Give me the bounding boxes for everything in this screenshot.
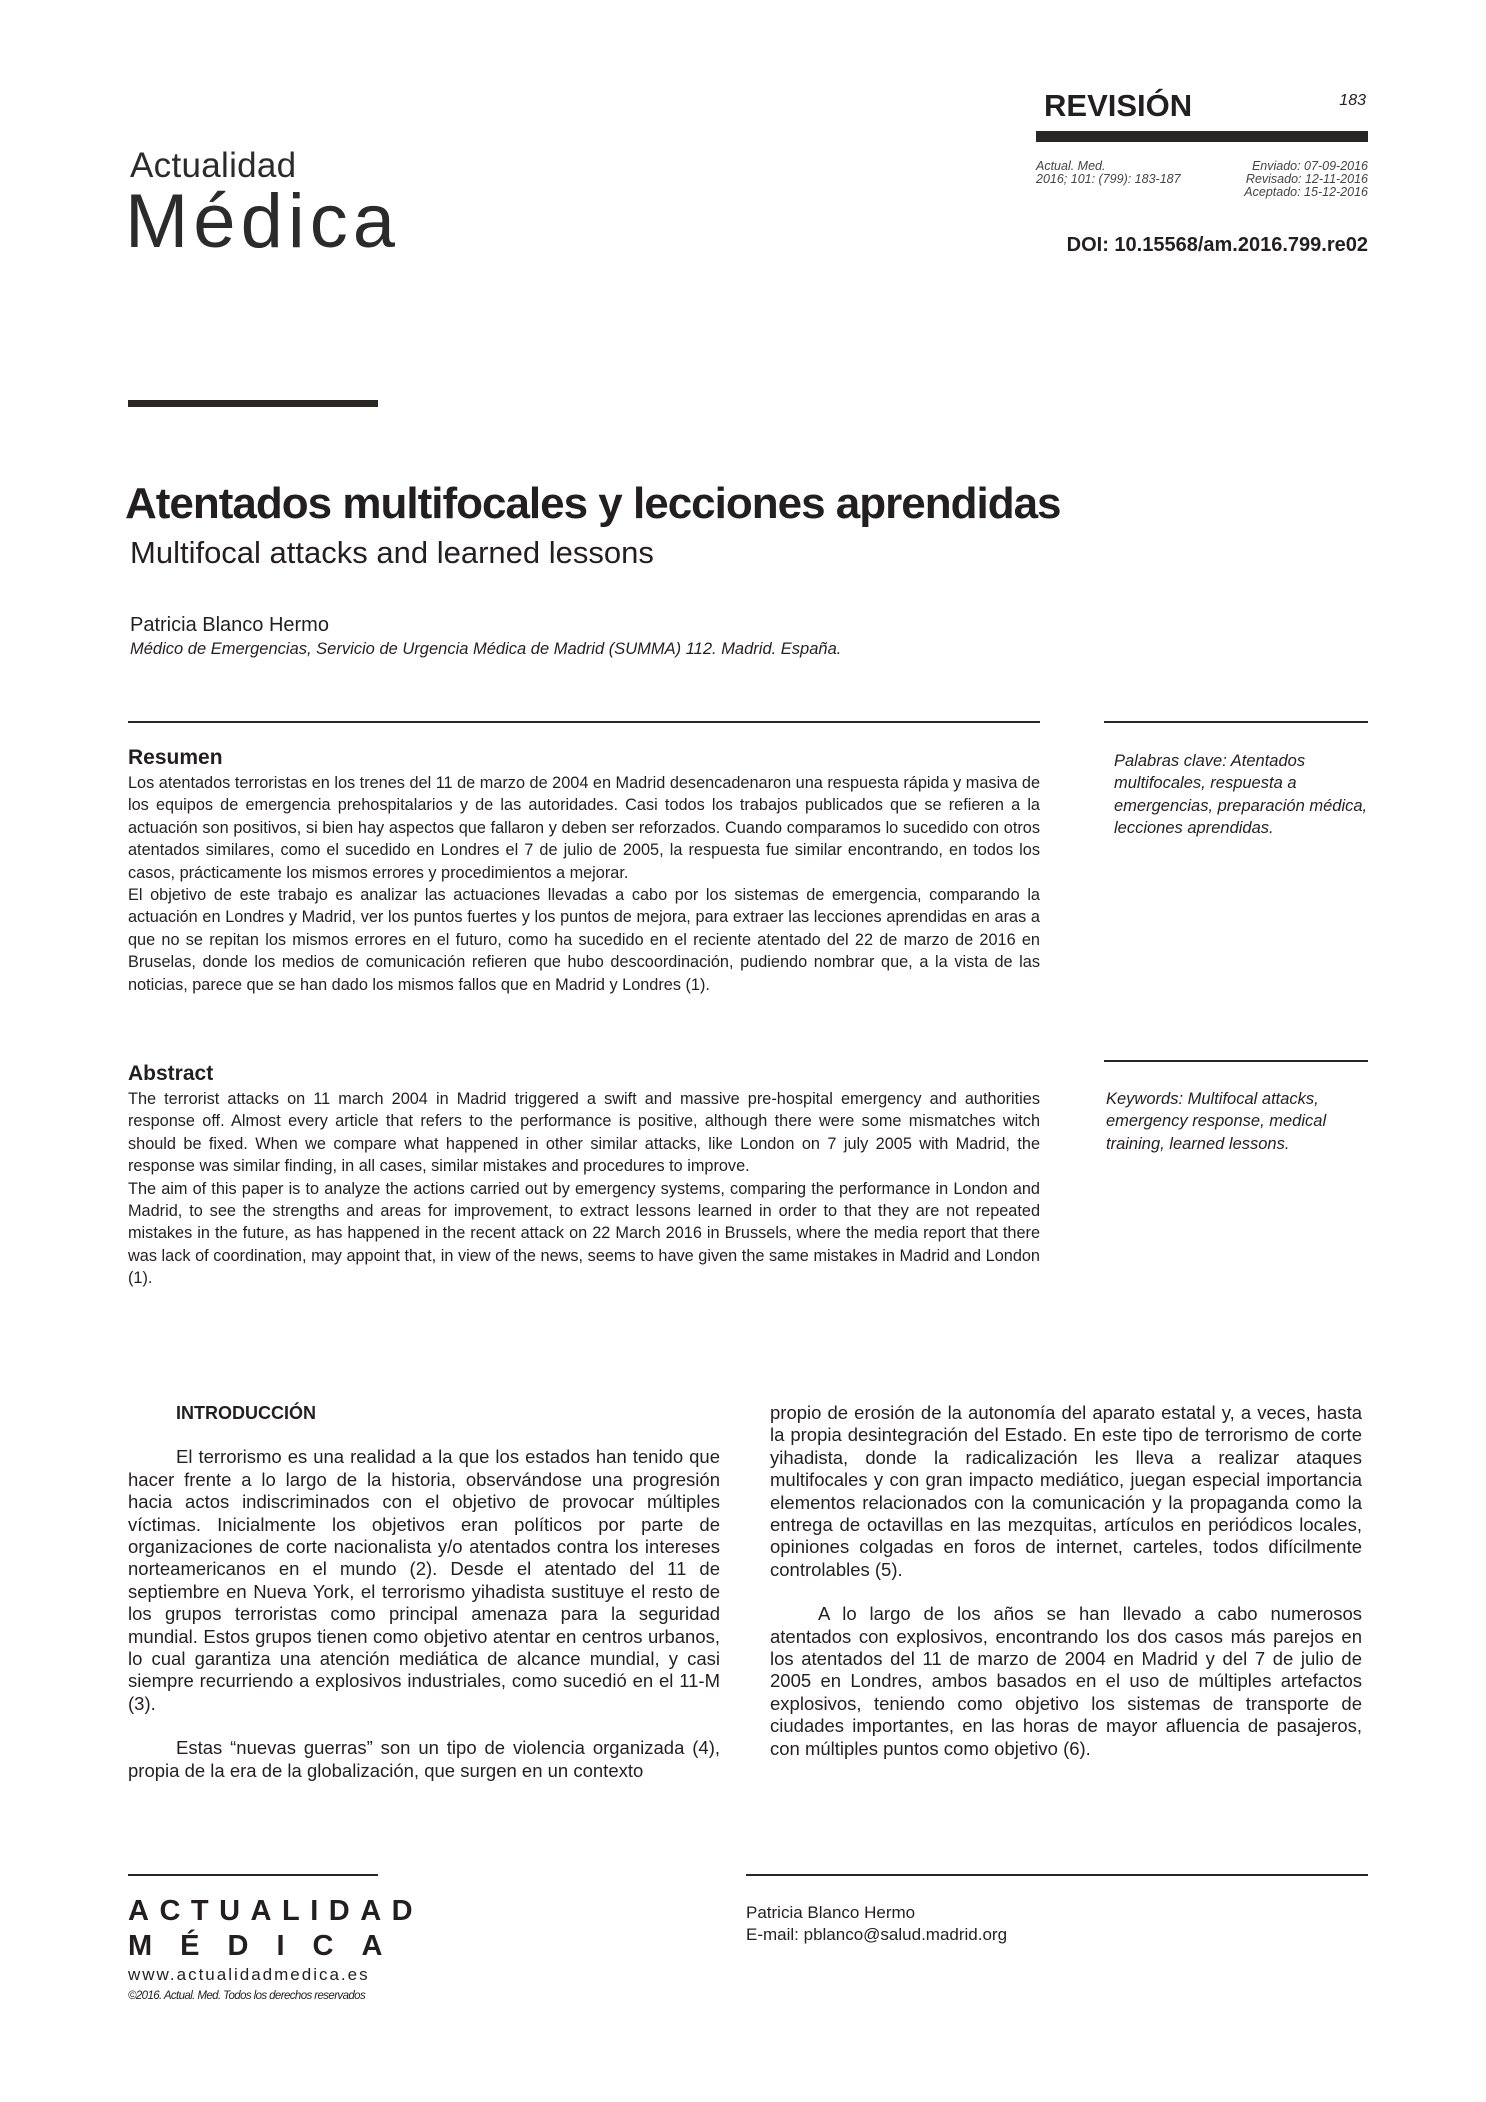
resumen-paragraph: El objetivo de este trabajo es analizar las actuaciones llevadas a cabo por los sistemas de emergencia, comparando la actuación en Londres y Madrid, ver los puntos fuertes y los puntos de mejora, para extraer las lecciones aprendidas en aras a que no se repitan los mismos errores en el futuro, como ha sucedido en el reciente atentado del 22 de marzo de 2016 en Bruselas, donde los medios de comunicación refieren que hubo descoordinación, pudiendo nombrar que, a la vista de las noticias, parece que se han dado los mismos fallos que en Madrid y Londres (1). <box>128 886 1040 994</box>
author-affiliation: Médico de Emergencias, Servicio de Urgencia Médica de Madrid (SUMMA) 112. Madrid. España. <box>130 640 842 658</box>
footer-rule <box>746 1874 1368 1876</box>
article-title: Atentados multifocales y lecciones aprendidas <box>125 479 1061 528</box>
body-paragraph: El terrorismo es una realidad a la que los estados han tenido que hacer frente a lo largo de la historia, observándose una progresión hacia actos indiscriminados con el objetivo de provocar múltiples víctimas. Inicialmente los objetivos eran políticos por parte de organizaciones de corte nacionalista y/o atentados contra los intereses norteamericanos en el mundo (2). Desde el atentado del 11 de septiembre en Nueva York, el terrorismo yihadista sustituye el resto de los grupos terroristas como principal amenaza para la seguridad mundial. Estos grupos tienen como objetivo atentar en centros urbanos, lo cual garantiza una atención mediática de alcance mundial, y casi siempre recurriendo a explosivos industriales, como sucedió en el 11-M (3). <box>128 1446 720 1714</box>
footer-copyright: ©2016. Actual. Med. Todos los derechos reservados <box>128 1990 366 2002</box>
section-label: REVISIÓN <box>1044 88 1193 123</box>
resumen-text <box>128 772 1040 996</box>
divider-rule <box>128 721 1040 723</box>
footer-logo-line2: MÉDICA <box>128 1930 411 1962</box>
resumen-paragraph: Los atentados terroristas en los trenes del 11 de marzo de 2004 en Madrid desencadenaron una respuesta rápida y masiva de los equipos de emergencia prehospitalarios y de las autoridades. Casi todos los trabajos publicados que se refieren a la actuación son positivos, si bien hay aspectos que fallaron y deben ser reforzados. Cuando comparamos lo sucedido con otros atentados similares, como el sucedido en Londres el 7 de julio de 2005, la respuesta fue similar encontrando, en todos los casos, prácticamente los mismos errores y procedimientos a mejorar. <box>128 774 1041 882</box>
journal-reference <box>1036 160 1206 186</box>
body-paragraph: A lo largo de los años se han llevado a cabo numerosos atentados con explosivos, encontrando los dos casos más parejos en los atentados del 11 de marzo de 2004 en Madrid y del 7 de julio de 2005 en Londres, ambos basados en el uso de múltiples artefactos explosivos, teniendo como objetivo los sistemas de transporte de ciudades importantes, en las horas de mayor afluencia de pasajeros, con múltiples puntos como objetivo (6). <box>770 1603 1362 1759</box>
footer-logo-line1: ACTUALIDAD <box>128 1895 424 1927</box>
footer-rule <box>128 1874 378 1876</box>
date-sent: Enviado: 07-09-2016 <box>1251 159 1368 173</box>
abstract-paragraph: The aim of this paper is to analyze the actions carried out by emergency systems, comparing the performance in London and Madrid, to see the strengths and areas for improvement, to extract lessons learned in order to that they are not repeated mistakes in the future, as has happened in the recent attack on 22 March 2016 in Brussels, where the media report that there was lack of coordination, may appoint that, in view of the news, seems to have given the same mistakes in Madrid and London (1). <box>128 1179 1040 1288</box>
journal-ref-line: Actual. Med. <box>1036 159 1106 173</box>
journal-ref-line: 2016; 101: (799): 183-187 <box>1036 172 1181 186</box>
body-column-left <box>128 1402 720 1782</box>
author-name: Patricia Blanco Hermo <box>130 614 329 636</box>
body-paragraph: propio de erosión de la autonomía del aparato estatal y, a veces, hasta la propia desintegración del Estado. En este tipo de terrorismo de corte yihadista, donde la radicalización les lleva a realizar ataques multifocales y con gran impacto mediático, juegan especial importancia elementos relacionados con la comunicación y la propaganda como la entrega de octavillas en las mezquitas, artículos en periódicos locales, opiniones colgadas en foros de internet, carteles, todos difícilmente controlables (5). <box>770 1402 1362 1580</box>
doi[interactable]: DOI: 10.15568/am.2016.799.re02 <box>1066 234 1368 256</box>
correspondence-block <box>746 1902 1007 1946</box>
journal-logo-big: Médica <box>125 179 400 264</box>
footer-website-link[interactable]: www.actualidadmedica.es <box>128 1965 370 1984</box>
palabras-clave: Palabras clave: Atentados multifocales, respuesta a emergencias, preparación médica, lecciones aprendidas. <box>1114 752 1368 838</box>
resumen-heading: Resumen <box>128 746 223 769</box>
header-bar <box>1036 131 1368 142</box>
body-column-right <box>770 1402 1362 1760</box>
abstract-paragraph: The terrorist attacks on 11 march 2004 in Madrid triggered a swift and massive pre-hospital emergency and authorities response off. Almost every article that refers to the performance is positive, although there were some mismatches witch should be fixed. When we compare what happened in other similar attacks, like London on 7 july 2005 with Madrid, the response was similar finding, in all cases, similar mistakes and procedures to improve. <box>128 1090 1040 1176</box>
date-revised: Revisado: 12-11-2016 <box>1245 172 1368 186</box>
keywords: Keywords: Multifocal attacks, emergency response, medical training, learned lessons. <box>1106 1090 1327 1153</box>
submission-dates <box>1190 160 1368 199</box>
divider-rule <box>1104 721 1368 723</box>
title-divider-bar <box>128 400 378 407</box>
page-number: 183 <box>1339 92 1366 109</box>
contact-name: Patricia Blanco Hermo <box>746 1903 916 1922</box>
journal-logo-small: Actualidad <box>130 146 297 185</box>
article-subtitle: Multifocal attacks and learned lessons <box>130 535 654 570</box>
divider-rule <box>1104 1060 1368 1062</box>
abstract-heading: Abstract <box>128 1062 214 1085</box>
contact-email[interactable]: E-mail: pblanco@salud.madrid.org <box>746 1925 1008 1944</box>
body-paragraph: Estas “nuevas guerras” son un tipo de violencia organizada (4), propia de la era de la globalización, que surgen en un contexto <box>128 1737 720 1781</box>
abstract-text <box>128 1088 1040 1290</box>
date-accepted: Aceptado: 15-12-2016 <box>1244 185 1368 199</box>
section-heading-introduccion: INTRODUCCIÓN <box>176 1403 316 1423</box>
